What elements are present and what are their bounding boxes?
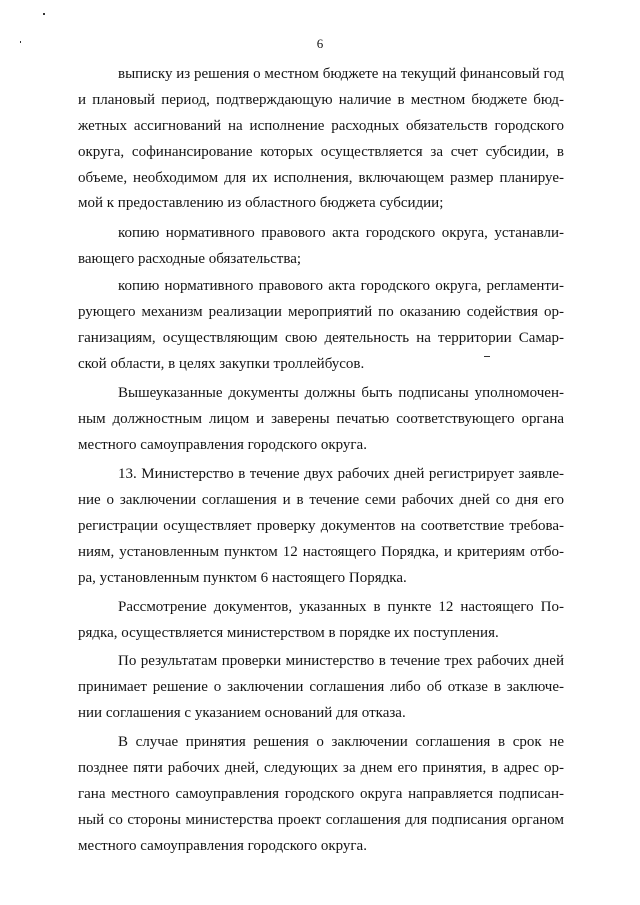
text-line: ниям, установленным пунктом 12 настоящего Порядка, и критериям отбо- [78, 544, 564, 560]
text-line: 13. Министерство в течение двух рабочих дней регистрирует заявле- [118, 466, 564, 482]
text-line: копию нормативного правового акта городского округа, регламенти- [118, 278, 564, 294]
text-line: ской области, в целях закупки троллейбусов. [78, 356, 365, 372]
text-line: копию нормативного правового акта городского округа, устанавли- [118, 225, 564, 241]
text-line: объеме, необходимом для их исполнения, включающем размер планируе- [78, 170, 564, 186]
text-line: округа, софинансирование которых осуществляется за счет субсидии, в [78, 144, 564, 160]
text-line: ным должностным лицом и заверены печатью соответствующего органа [78, 411, 564, 427]
text-line: ра, установленным пунктом 6 настоящего Порядка. [78, 570, 407, 586]
text-line: местного самоуправления городского округа. [78, 838, 367, 854]
text-line: вающего расходные обязательства; [78, 251, 302, 267]
text-line: регистрации осуществляет проверку документов на соответствие требова- [78, 518, 564, 534]
text-line: нии соглашения с указанием оснований для отказа. [78, 705, 406, 721]
scan-speck [43, 13, 45, 15]
text-line: ганизациям, осуществляющим свою деятельность на территории Самар- [78, 330, 564, 346]
text-line: рующего механизм реализации мероприятий по оказанию содействия ор- [78, 304, 564, 320]
text-line: ние о заключении соглашения и в течение семи рабочих дней со дня его [78, 492, 564, 508]
text-line: выписку из решения о местном бюджете на текущий финансовый год [118, 66, 564, 82]
text-line: В случае принятия решения о заключении соглашения в срок не [118, 734, 564, 750]
page-number: 6 [316, 36, 324, 51]
text-line: позднее пяти рабочих дней, следующих за днем его принятия, в адрес ор- [78, 760, 564, 776]
text-line: Вышеуказанные документы должны быть подписаны уполномочен- [118, 385, 564, 401]
text-line: принимает решение о заключении соглашения либо об отказе в заключе- [78, 679, 564, 695]
text-line: гана местного самоуправления городского округа направляется подписан- [78, 786, 564, 802]
text-line: ный со стороны министерства проект соглашения для подписания органом [78, 812, 564, 828]
text-line: и плановый период, подтверждающую наличие в местном бюджете бюд- [78, 92, 564, 108]
text-line: По результатам проверки министерство в течение трех рабочих дней [118, 653, 564, 669]
text-line: Рассмотрение документов, указанных в пункте 12 настоящего По- [118, 599, 564, 615]
text-line: местного самоуправления городского округа. [78, 437, 367, 453]
text-line: мой к предоставлению из областного бюджета субсидии; [78, 195, 444, 211]
text-line: жетных ассигнований на исполнение расходных обязательств городского [78, 118, 564, 134]
text-line: рядка, осуществляется министерством в порядке их поступления. [78, 625, 499, 641]
